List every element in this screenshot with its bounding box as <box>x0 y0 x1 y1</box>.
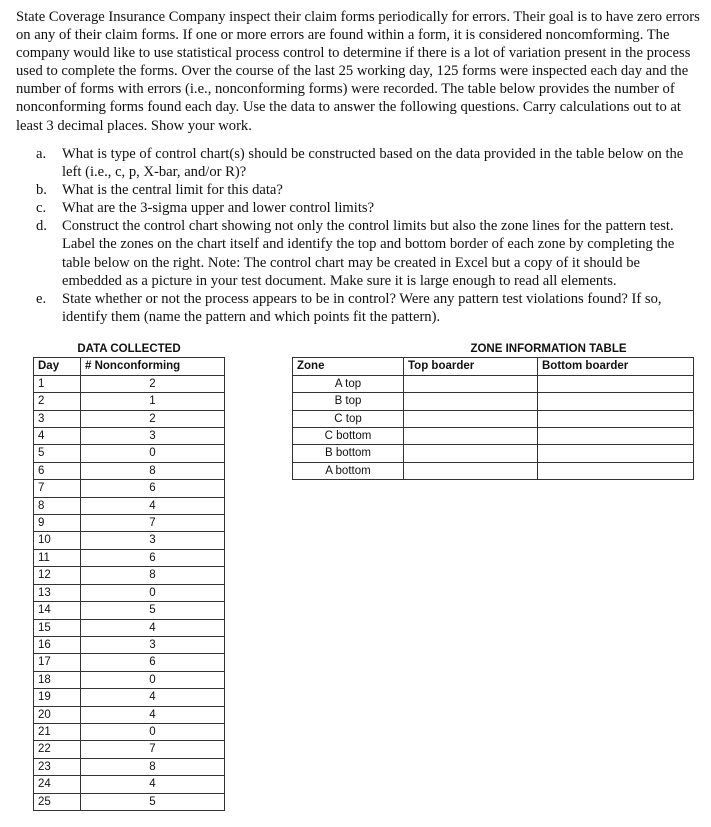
zone-table-caption: ZONE INFORMATION TABLE <box>470 343 627 355</box>
bottom-border-cell <box>538 393 694 410</box>
question-text: Construct the control chart showing not only the control limits but also the zone lines for the pattern test. Label the zones on the chart itself and identify the top and bottom border of each zone by completing the table below on the right. Note: The control chart may be created in Excel but a copy of it should be embedded as a picture in your test document. Make sure it is large enough to read all elements. <box>62 218 675 289</box>
zone-name-cell: C top <box>293 410 404 427</box>
question-letter: d. <box>36 218 47 235</box>
nonconforming-cell: 0 <box>81 723 225 740</box>
day-cell: 6 <box>34 462 81 479</box>
nonconforming-cell: 4 <box>81 689 225 706</box>
nonconforming-cell: 7 <box>81 741 225 758</box>
table-row <box>34 532 225 549</box>
nonconforming-cell: 8 <box>81 462 225 479</box>
question-e <box>36 290 700 326</box>
top-border-cell <box>404 410 538 427</box>
question-b <box>36 181 700 199</box>
day-cell: 13 <box>34 584 81 601</box>
day-cell: 23 <box>34 758 81 775</box>
nonconforming-cell: 0 <box>81 584 225 601</box>
table-row <box>34 793 225 810</box>
day-cell: 11 <box>34 549 81 566</box>
top-border-cell <box>404 462 538 479</box>
table-row <box>34 428 225 445</box>
day-cell: 9 <box>34 515 81 532</box>
day-cell: 8 <box>34 497 81 514</box>
table-row <box>34 602 225 619</box>
table-row <box>34 462 225 479</box>
table-row <box>34 689 225 706</box>
intro-paragraph: State Coverage Insurance Company inspect their claim forms periodically for errors. Their goal is to have zero errors on any of their claim forms. If one or more errors are found within a form, it is considered noncomforming. The company would like to use statistical process control to determine if there is a lot of variation present in the process used to complete the forms. Over the course of the last 25 working day, 125 forms were inspected each day and the number of forms with errors (i.e., nonconforming forms) were recorded. The table below provides the number of nonconforming forms found each day. Use the data to answer the following questions. Carry calculations out to at least 3 decimal places. Show your work. <box>16 9 700 134</box>
nonconforming-cell: 1 <box>81 393 225 410</box>
table-row <box>293 393 694 410</box>
table-row <box>34 393 225 410</box>
day-cell: 20 <box>34 706 81 723</box>
day-cell: 19 <box>34 689 81 706</box>
nonconforming-cell: 5 <box>81 602 225 619</box>
bottom-border-cell <box>538 410 694 427</box>
day-cell: 21 <box>34 723 81 740</box>
table-row <box>293 462 694 479</box>
top-border-cell <box>404 445 538 462</box>
zone-name-cell: A top <box>293 375 404 392</box>
table-row <box>34 776 225 793</box>
nonconforming-cell: 8 <box>81 567 225 584</box>
zone-name-cell: B bottom <box>293 445 404 462</box>
zone-caption-spacer <box>293 341 404 358</box>
bottom-border-column-header: Bottom boarder <box>538 358 694 375</box>
question-c <box>36 199 700 217</box>
nonconforming-cell: 6 <box>81 480 225 497</box>
question-text: What is the central limit for this data? <box>62 182 283 199</box>
nonconforming-cell: 0 <box>81 671 225 688</box>
day-cell: 17 <box>34 654 81 671</box>
day-cell: 5 <box>34 445 81 462</box>
nonconforming-cell: 4 <box>81 706 225 723</box>
day-cell: 2 <box>34 393 81 410</box>
nonconforming-cell: 5 <box>81 793 225 810</box>
day-cell: 24 <box>34 776 81 793</box>
nonconforming-cell: 4 <box>81 619 225 636</box>
question-text: What are the 3-sigma upper and lower control limits? <box>62 200 375 217</box>
day-cell: 4 <box>34 428 81 445</box>
bottom-border-cell <box>538 375 694 392</box>
day-cell: 3 <box>34 410 81 427</box>
table-row <box>34 619 225 636</box>
nonconforming-cell: 4 <box>81 776 225 793</box>
nonconforming-cell: 2 <box>81 410 225 427</box>
day-cell: 7 <box>34 480 81 497</box>
day-cell: 18 <box>34 671 81 688</box>
question-letter: e. <box>36 290 47 307</box>
zone-name-cell: A bottom <box>293 462 404 479</box>
question-text: State whether or not the process appears to be in control? Were any pattern test violations found? If so, identify them (name the pattern and which points fit the pattern). <box>62 290 662 325</box>
day-cell: 22 <box>34 741 81 758</box>
nonconforming-cell: 6 <box>81 549 225 566</box>
nonconforming-cell: 4 <box>81 497 225 514</box>
table-row <box>34 654 225 671</box>
data-table-caption: DATA COLLECTED <box>77 343 181 355</box>
top-border-cell <box>404 393 538 410</box>
nonconforming-cell: 7 <box>81 515 225 532</box>
question-letter: a. <box>36 146 47 162</box>
table-row <box>34 723 225 740</box>
zone-information-table <box>292 341 694 480</box>
bottom-border-cell <box>538 428 694 445</box>
nonconforming-cell: 6 <box>81 654 225 671</box>
day-cell: 10 <box>34 532 81 549</box>
nonconforming-cell: 0 <box>81 445 225 462</box>
table-row <box>34 567 225 584</box>
table-row <box>34 584 225 601</box>
table-row <box>293 428 694 445</box>
table-row <box>34 706 225 723</box>
day-column-header: Day <box>34 358 81 375</box>
zone-column-header: Zone <box>293 358 404 375</box>
table-row <box>34 480 225 497</box>
zone-name-cell: C bottom <box>293 428 404 445</box>
question-letter: c. <box>36 200 47 217</box>
table-row <box>34 741 225 758</box>
zone-name-cell: B top <box>293 393 404 410</box>
table-row <box>34 375 225 392</box>
table-row <box>34 636 225 653</box>
day-cell: 1 <box>34 375 81 392</box>
day-cell: 12 <box>34 567 81 584</box>
table-row <box>293 445 694 462</box>
table-row <box>34 549 225 566</box>
question-a <box>36 145 700 181</box>
top-border-cell <box>404 428 538 445</box>
nonconforming-cell: 3 <box>81 428 225 445</box>
nonconforming-cell: 2 <box>81 375 225 392</box>
nonconforming-cell: 3 <box>81 636 225 653</box>
top-border-column-header: Top boarder <box>404 358 538 375</box>
table-row <box>34 497 225 514</box>
day-cell: 16 <box>34 636 81 653</box>
bottom-border-cell <box>538 445 694 462</box>
table-row <box>34 671 225 688</box>
data-table-body <box>34 375 225 810</box>
nonconforming-cell: 8 <box>81 758 225 775</box>
question-letter: b. <box>36 182 47 199</box>
table-row <box>34 410 225 427</box>
table-row <box>293 410 694 427</box>
zone-table-body <box>293 375 694 479</box>
nonconforming-cell: 3 <box>81 532 225 549</box>
nonconforming-column-header: # Nonconforming <box>81 358 225 375</box>
data-collected-table <box>33 341 225 811</box>
table-row <box>293 375 694 392</box>
bottom-border-cell <box>538 462 694 479</box>
table-row <box>34 515 225 532</box>
table-row <box>34 445 225 462</box>
question-text: What is type of control chart(s) should be constructed based on the data provided in the table below on the left (i.e., c, p, X-bar, and/or R)? <box>62 146 684 181</box>
question-d <box>36 217 700 289</box>
day-cell: 15 <box>34 619 81 636</box>
day-cell: 14 <box>34 602 81 619</box>
day-cell: 25 <box>34 793 81 810</box>
table-row <box>34 758 225 775</box>
top-border-cell <box>404 375 538 392</box>
question-list <box>36 145 700 326</box>
